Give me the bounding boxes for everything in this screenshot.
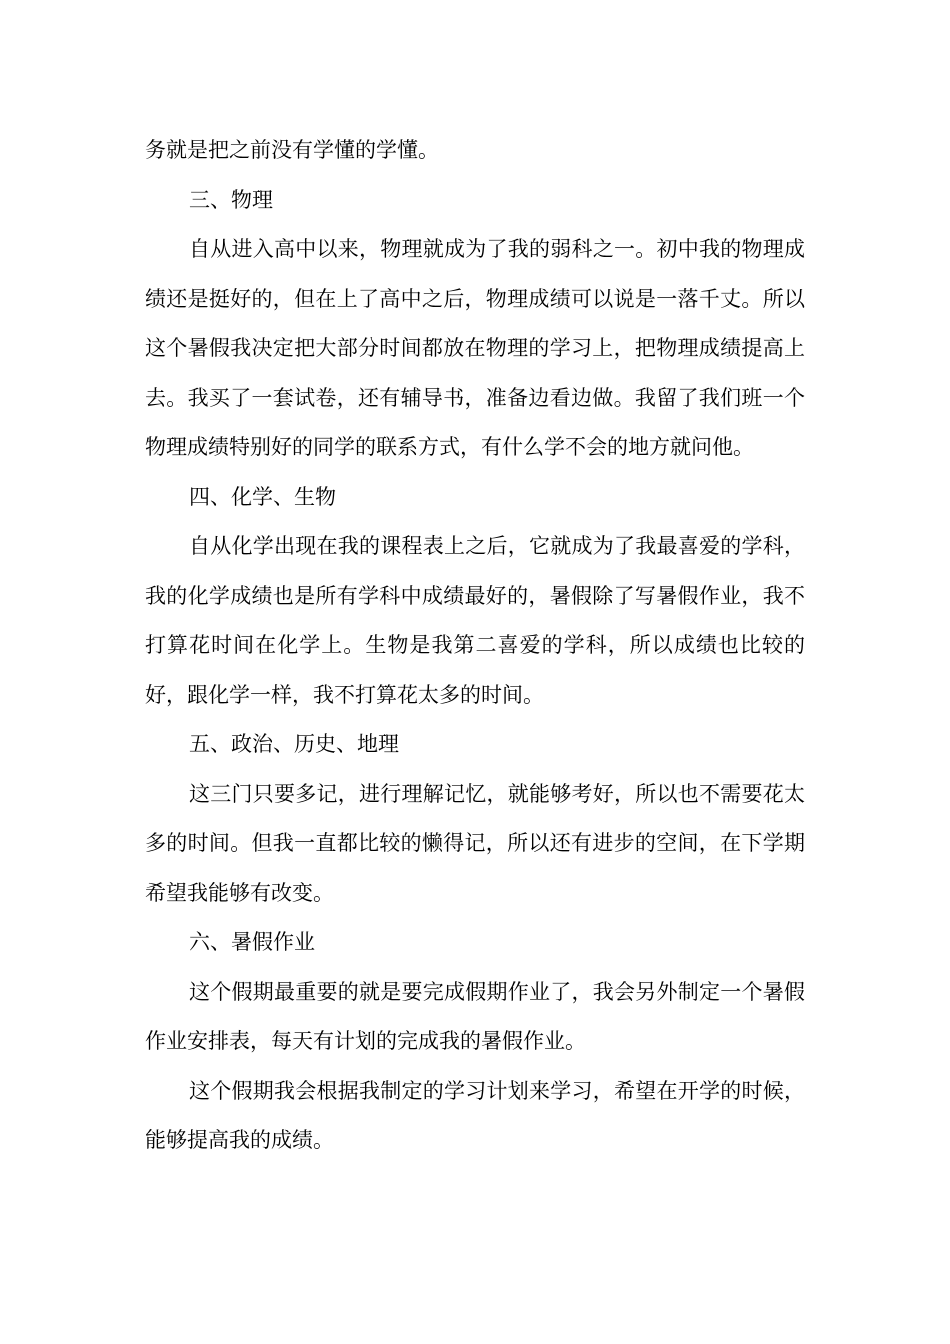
paragraph-conclusion: 这个假期我会根据我制定的学习计划来学习，希望在开学的时候，能够提高我的成绩。 [145,1078,805,1152]
section-heading-politics-history-geography: 五、政治、历史、地理 [189,732,399,756]
paragraph-chemistry-biology: 自从化学出现在我的课程表上之后，它就成为了我最喜爱的学科，我的化学成绩也是所有学科中成绩最好的，暑假除了写暑假作业，我不打算花时间在化学上。生物是我第二喜爱的学科，所以成绩也比较的好，跟化学一样，我不打算花太多的时间。 [145,534,805,707]
document-page [145,126,805,1166]
paragraph-continuation: 务就是把之前没有学懂的学懂。 [145,138,439,162]
section-heading-chemistry-biology: 四、化学、生物 [189,484,336,509]
section-heading-summer-homework: 六、暑假作业 [189,930,315,954]
section-heading-physics: 三、物理 [189,187,273,212]
paragraph-physics: 自从进入高中以来，物理就成为了我的弱科之一。初中我的物理成绩还是挺好的，但在上了高中之后，物理成绩可以说是一落千丈。所以这个暑假我决定把大部分时间都放在物理的学习上，把物理成绩提高上去。我买了一套试卷，还有辅导书，准备边看边做。我留了我们班一个物理成绩特别好的同学的联系方式，有什么学不会的地方就问他。 [145,237,805,459]
paragraph-summer-homework: 这个假期最重要的就是要完成假期作业了，我会另外制定一个暑假作业安排表，每天有计划的完成我的暑假作业。 [145,979,805,1053]
paragraph-politics-history-geography: 这三门只要多记，进行理解记忆，就能够考好，所以也不需要花太多的时间。但我一直都比较的懒得记，所以还有进步的空间，在下学期希望我能够有改变。 [145,781,805,905]
